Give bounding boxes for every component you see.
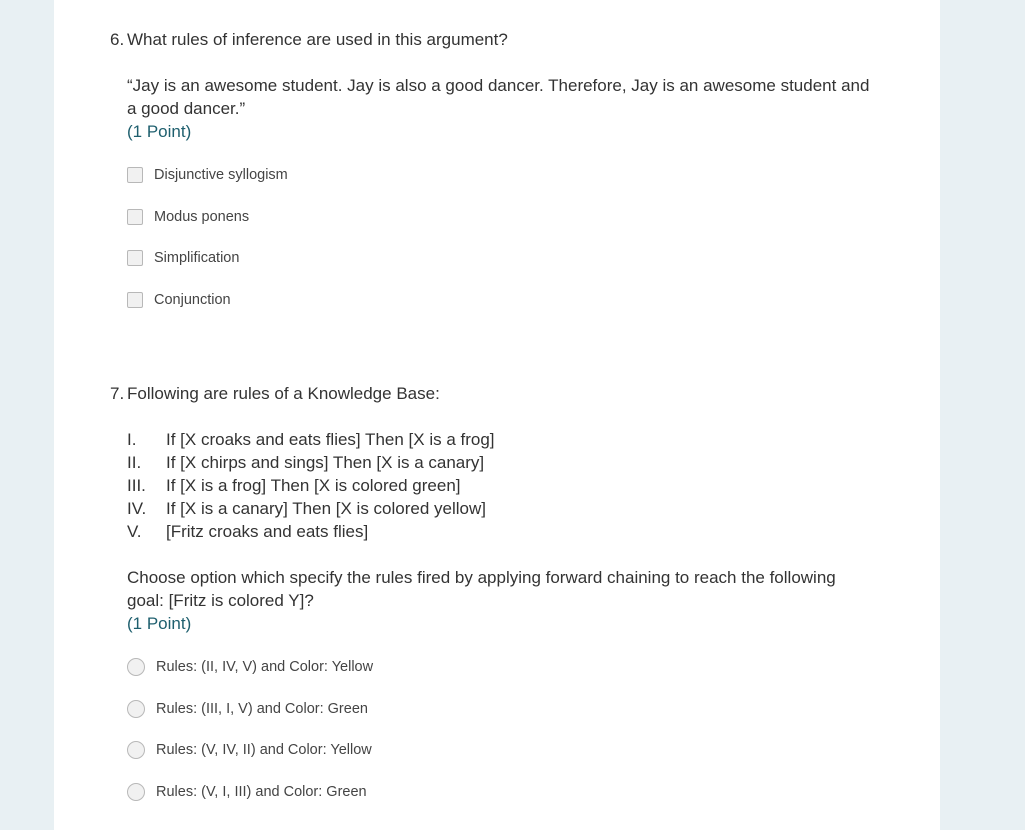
question-6-number: 6. (110, 30, 125, 49)
option-label: Conjunction (154, 291, 231, 308)
question-7-options (127, 657, 890, 802)
question-7-title: Following are rules of a Knowledge Base: (127, 384, 440, 403)
question-6-options (127, 165, 890, 310)
question-6-title: What rules of inference are used in this argument? (127, 30, 508, 49)
option-label: Rules: (III, I, V) and Color: Green (156, 700, 368, 717)
option-rules-v-iv-ii[interactable] (127, 740, 890, 760)
option-label: Rules: (V, I, III) and Color: Green (156, 783, 367, 800)
option-rules-ii-iv-v[interactable] (127, 657, 890, 677)
rule-text: If [X croaks and eats flies] Then [X is a frog] (166, 430, 495, 449)
option-label: Rules: (V, IV, II) and Color: Yellow (156, 742, 372, 758)
rule-text: If [X is a canary] Then [X is colored yellow] (166, 499, 486, 518)
option-label: Rules: (II, IV, V) and Color: Yellow (156, 659, 374, 675)
rule-text: If [X is a frog] Then [X is colored green] (166, 476, 461, 495)
radio-button[interactable] (127, 783, 145, 801)
question-6-header (110, 28, 890, 51)
question-6-quote-line-1: “Jay is an awesome student. Jay is also a good dancer. Therefore, Jay is an awesome student and (127, 76, 870, 95)
option-conjunction[interactable] (127, 290, 890, 310)
question-6-quote (127, 74, 890, 120)
option-disjunctive-syllogism[interactable] (127, 165, 890, 185)
checkbox[interactable] (127, 209, 143, 225)
form-page (54, 0, 940, 830)
question-7-goal (127, 566, 890, 612)
rule-text: If [X chirps and sings] Then [X is a canary] (166, 453, 485, 472)
checkbox[interactable] (127, 167, 143, 183)
question-7 (110, 382, 890, 823)
option-label: Disjunctive syllogism (154, 167, 288, 183)
question-7-number: 7. (110, 384, 125, 403)
option-label: Modus ponens (154, 208, 250, 225)
knowledge-base-rules (127, 428, 890, 543)
rule-item (127, 497, 890, 520)
rule-number: IV. (127, 499, 147, 518)
rule-text: [Fritz croaks and eats flies] (166, 522, 369, 541)
radio-button[interactable] (127, 741, 145, 759)
option-rules-iii-i-v[interactable] (127, 699, 890, 719)
radio-button[interactable] (127, 658, 145, 676)
question-6-body (127, 74, 890, 143)
question-7-body (127, 428, 890, 635)
option-modus-ponens[interactable] (127, 207, 890, 227)
rule-number: I. (127, 430, 137, 449)
rule-item (127, 474, 890, 497)
question-6 (110, 28, 890, 331)
question-6-quote-line-2: a good dancer.” (127, 99, 246, 118)
rule-number: II. (127, 453, 142, 472)
rule-number: III. (127, 476, 146, 495)
rule-number: V. (127, 522, 142, 541)
checkbox[interactable] (127, 292, 143, 308)
option-rules-v-i-iii[interactable] (127, 782, 890, 802)
rule-item (127, 451, 890, 474)
option-label: Simplification (154, 250, 240, 266)
question-7-goal-line-2: goal: [Fritz is colored Y]? (127, 591, 314, 610)
option-simplification[interactable] (127, 248, 890, 268)
checkbox[interactable] (127, 250, 143, 266)
question-7-points: (1 Point) (127, 614, 192, 633)
question-6-points: (1 Point) (127, 122, 192, 141)
rule-item (127, 520, 890, 543)
radio-button[interactable] (127, 700, 145, 718)
question-7-goal-line-1: Choose option which specify the rules fired by applying forward chaining to reach the following (127, 568, 836, 587)
rule-item (127, 428, 890, 451)
question-7-header (110, 382, 890, 405)
